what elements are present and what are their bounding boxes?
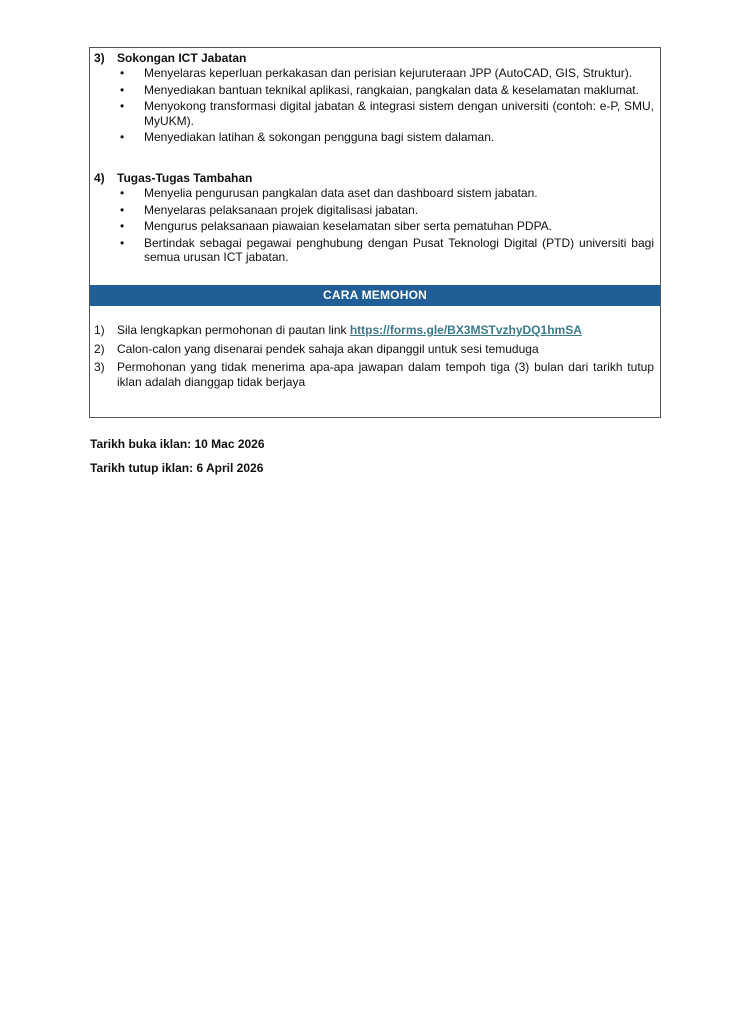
close-date: Tarikh tutup iklan: 6 April 2026 [90, 461, 264, 475]
section-header [90, 171, 660, 186]
bullet-icon: • [120, 66, 125, 80]
bullet-list [90, 66, 660, 145]
list-item-text: Menyediakan latihan & sokongan pengguna bagi sistem dalaman. [144, 130, 495, 144]
step-text: Calon-calon yang disenarai pendek sahaja akan dipanggil untuk sesi temuduga [117, 341, 539, 356]
application-steps [90, 323, 660, 393]
bullet-icon: • [120, 186, 125, 200]
job-ad-box [89, 47, 661, 418]
step-item [90, 360, 660, 389]
list-item-text: Menyelia pengurusan pangkalan data aset dan dashboard sistem jabatan. [144, 186, 538, 200]
bullet-icon: • [120, 130, 125, 144]
step-item [90, 342, 660, 357]
list-item [90, 130, 660, 145]
list-item-text: Menyelaras keperluan perkakasan dan perisian kejuruteraan JPP (AutoCAD, GIS, Struktur). [144, 66, 633, 80]
list-item [90, 83, 660, 98]
step-item [90, 323, 660, 338]
step-text: Permohonan yang tidak menerima apa-apa jawapan dalam tempoh tiga (3) bulan dari tarikh tutup iklan adalah dianggap tidak berjaya [117, 360, 654, 389]
section-number: 4) [94, 171, 105, 185]
bullet-icon: • [120, 219, 125, 233]
bullet-icon: • [120, 235, 125, 250]
bullet-list [90, 186, 660, 265]
list-item [90, 236, 660, 265]
list-item-text: Bertindak sebagai pegawai penghubung dengan Pusat Teknologi Digital (PTD) universiti bagi semua urusan ICT jabatan. [144, 235, 654, 264]
bullet-icon: • [120, 99, 125, 113]
section-header [90, 51, 660, 66]
section-tugas-tambahan [90, 171, 660, 267]
list-item [90, 203, 660, 218]
list-item-text: Menyelaras pelaksanaan projek digitalisasi jabatan. [144, 202, 419, 217]
cara-memohon-banner: CARA MEMOHON [90, 285, 660, 306]
step-text [117, 323, 660, 338]
ad-dates [90, 437, 265, 485]
list-item-text: Menyokong transformasi digital jabatan & integrasi sistem dengan universiti (contoh: e-P, SMU, MyUKM). [144, 99, 654, 128]
list-item-text: Mengurus pelaksanaan piawaian keselamatan siber serta pematuhan PDPA. [144, 219, 553, 233]
list-item [90, 99, 660, 128]
list-item [90, 186, 660, 201]
bullet-icon: • [120, 82, 125, 97]
step-number: 1) [94, 323, 105, 337]
list-item-text: Menyediakan bantuan teknikal aplikasi, rangkaian, pangkalan data & keselamatan maklumat. [144, 82, 639, 97]
list-item [90, 66, 660, 81]
section-title: Sokongan ICT Jabatan [117, 51, 247, 65]
step-text-body: Sila lengkapkan permohonan di pautan link [117, 323, 350, 337]
list-item [90, 219, 660, 234]
open-date: Tarikh buka iklan: 10 Mac 2026 [90, 437, 265, 451]
section-number: 3) [94, 51, 105, 65]
section-sokongan-ict [90, 51, 660, 147]
step-number: 3) [94, 360, 105, 374]
bullet-icon: • [120, 202, 125, 217]
step-number: 2) [94, 341, 105, 356]
section-title: Tugas-Tugas Tambahan [117, 171, 253, 185]
application-form-link[interactable]: https://forms.gle/BX3MSTvzhyDQ1hmSA [349, 323, 582, 337]
